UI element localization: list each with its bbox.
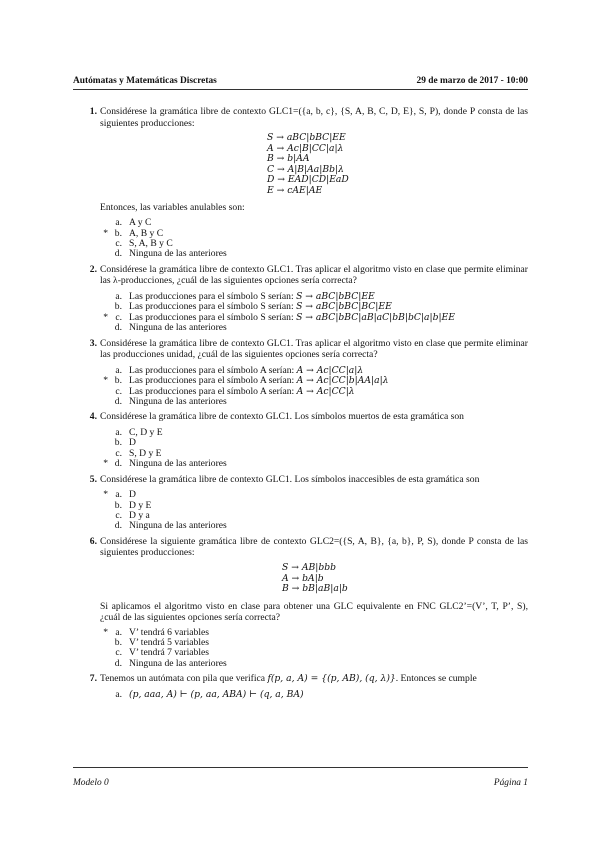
question-stem: Considérese la gramática libre de contexto GLC1=({a, b, c}, {S, A, B, C, D, E}, S, P), donde P consta de las siguientes producciones: xyxy=(100,106,528,129)
footer-rule xyxy=(73,767,528,768)
option-d[interactable]: d. Ninguna de las anteriores xyxy=(114,248,227,260)
question-number: 6. xyxy=(89,535,97,547)
option-b[interactable]: * b. Las producciones para el símbolo A serían: A → Ac|CC|b|AA|a|λ xyxy=(103,375,389,387)
production: A → Ac|B|CC|a|λ xyxy=(267,142,344,154)
option-c[interactable]: c. S, D y E xyxy=(115,447,162,459)
question-stem: Considérese la gramática libre de contexto GLC1. Los símbolos inaccesibles de esta gramática son xyxy=(100,473,480,485)
option-c[interactable]: * c. Las producciones para el símbolo S serían: S → aBC|bBC|aB|aC|bB|bC|a|b|EE xyxy=(103,311,455,323)
question-6 xyxy=(73,536,528,669)
question-7 xyxy=(73,673,528,700)
page-number: Página 1 xyxy=(493,778,528,788)
option-a[interactable]: a. C, D y E xyxy=(115,427,163,439)
exam-body xyxy=(73,106,528,704)
option-list xyxy=(100,366,528,408)
option-a[interactable]: a. (p, aaa, A) ⊢ (p, aa, ABA) ⊢ (q, a, BA) xyxy=(115,688,304,700)
production-list xyxy=(100,133,528,196)
production: S → aBC|bBC|EE xyxy=(267,132,346,144)
question-number: 3. xyxy=(89,337,97,349)
option-a[interactable]: a. Las producciones para el símbolo A serían: A → Ac|CC|a|λ xyxy=(115,364,364,376)
question-number: 5. xyxy=(89,473,97,485)
option-d[interactable]: * d. Ninguna de las anteriores xyxy=(103,458,227,470)
option-a[interactable]: * a. V’ tendrá 6 variables xyxy=(103,626,210,638)
question-stem: Tenemos un autómata con pila que verifica f(p, a, A) = {(p, AB), (q, λ)}. Entonces se cumple xyxy=(100,673,477,685)
production: S → AB|bbb xyxy=(282,562,336,574)
production: E → cAE|AE xyxy=(267,184,323,196)
header-rule xyxy=(73,89,528,90)
question-number: 2. xyxy=(89,263,97,275)
question-stem: Considérese la gramática libre de contexto GLC1. Tras aplicar el algoritmo visto en clase que permite eliminar las producciones unidad, ¿cuál de las siguientes opciones sería correcta? xyxy=(100,337,528,361)
option-d[interactable]: d. Ninguna de las anteriores xyxy=(114,657,227,669)
question-number: 7. xyxy=(89,673,97,685)
option-list xyxy=(100,628,528,670)
question-stem: Considérese la siguiente gramática libre de contexto GLC2=({S, A, B}, {a, b}, P, S), donde P consta de las siguientes producciones: xyxy=(100,535,528,559)
option-d[interactable]: d. Ninguna de las anteriores xyxy=(114,520,227,532)
option-c[interactable]: c. V’ tendrá 7 variables xyxy=(115,647,210,659)
question-stem: Considérese la gramática libre de contexto GLC1. Los símbolos muertos de esta gramática son xyxy=(100,411,464,423)
option-b[interactable]: b. D y E xyxy=(114,499,152,511)
question-stem: Considérese la gramática libre de contexto GLC1. Tras aplicar el algoritmo visto en clase que permite eliminar las λ-producciones, ¿cuál de las siguientes opciones sería correcta? xyxy=(100,263,528,287)
option-list xyxy=(100,218,528,260)
option-b[interactable]: * b. A, B y C xyxy=(103,227,164,239)
option-a[interactable]: a. Las producciones para el símbolo S serían: S → aBC|bBC|EE xyxy=(115,291,375,302)
option-list xyxy=(100,490,528,532)
course-title: Autómatas y Matemáticas Discretas xyxy=(73,76,217,86)
option-c[interactable]: c. S, A, B y C xyxy=(115,238,173,249)
option-c[interactable]: c. D y a xyxy=(115,510,150,522)
page-header xyxy=(73,76,528,86)
option-b[interactable]: b. D xyxy=(114,437,136,449)
question-followup: Entonces, las variables anulables son: xyxy=(100,202,245,214)
question-1 xyxy=(73,106,528,260)
production: D → EAD|CD|EaD xyxy=(267,174,349,186)
question-3 xyxy=(73,338,528,408)
question-followup: Si aplicamos el algoritmo visto en clase para obtener una GLC equivalente en FNC GLC2’=(V’, T, P’, S), ¿cuál de las siguientes opciones sería correcta? xyxy=(100,600,528,623)
option-b[interactable]: b. V’ tendrá 5 variables xyxy=(114,636,210,648)
option-list xyxy=(100,690,528,700)
option-c[interactable]: c. Las producciones para el símbolo A serían: A → Ac|CC|λ xyxy=(115,385,355,397)
production: C → A|B|Aa|Bb|λ xyxy=(267,163,344,175)
exam-date: 29 de marzo de 2017 - 10:00 xyxy=(416,76,528,86)
production-list xyxy=(100,563,528,595)
option-d[interactable]: d. Ninguna de las anteriores xyxy=(114,322,227,334)
question-2 xyxy=(73,264,528,334)
option-a[interactable]: a. A y C xyxy=(115,217,152,229)
question-4 xyxy=(73,411,528,469)
option-a[interactable]: * a. D xyxy=(103,489,136,501)
page-footer xyxy=(73,778,528,788)
option-d[interactable]: d. Ninguna de las anteriores xyxy=(114,396,227,408)
production: B → bB|aB|a|b xyxy=(282,583,348,595)
option-b[interactable]: b. Las producciones para el símbolo S serían: S → aBC|bBC|BC|EE xyxy=(114,301,392,313)
production: A → bA|b xyxy=(282,572,324,584)
question-number: 1. xyxy=(89,106,97,117)
question-5 xyxy=(73,474,528,532)
option-list xyxy=(100,292,528,334)
option-list xyxy=(100,428,528,470)
question-number: 4. xyxy=(89,411,97,423)
production: B → b|AA xyxy=(267,153,310,165)
model-label: Modelo 0 xyxy=(73,778,109,788)
